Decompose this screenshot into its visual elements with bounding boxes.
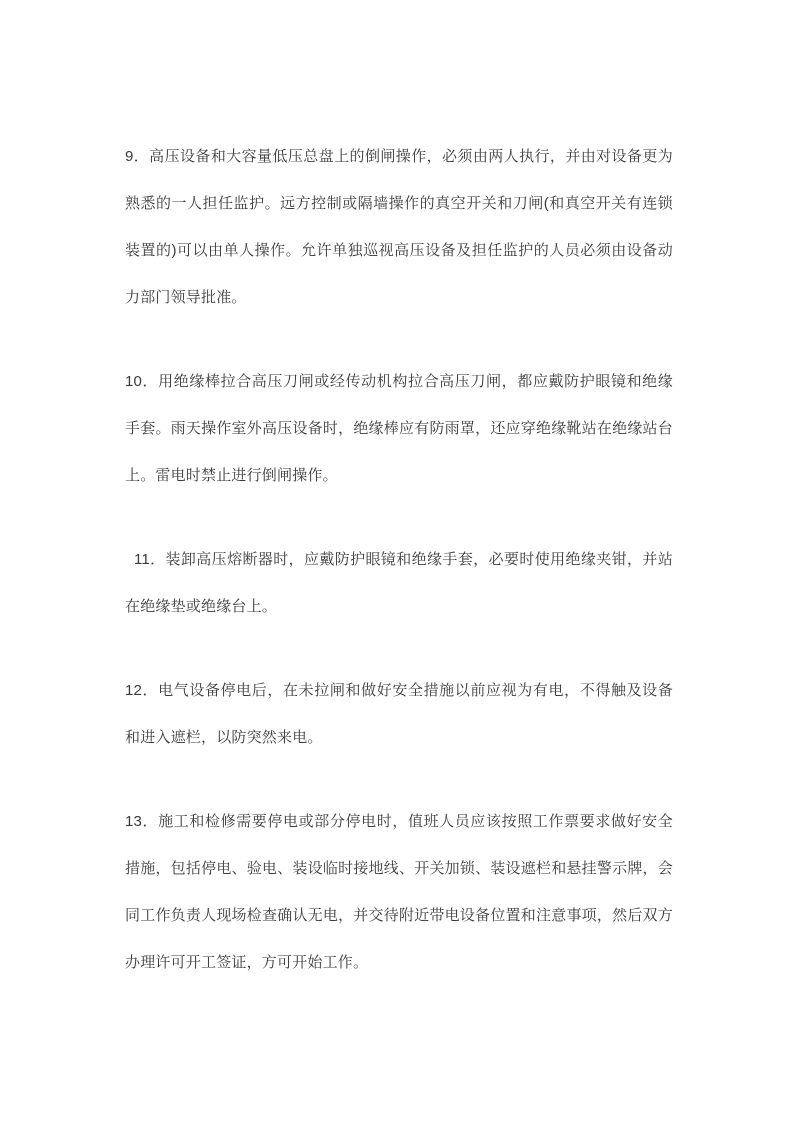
paragraph-item-12: 12．电气设备停电后，在未拉闸和做好安全措施以前应视为有电，不得触及设备和进入遮栏，以防突然来电。 xyxy=(125,682,673,746)
paragraph-item-13: 13．施工和检修需要停电或部分停电时，值班人员应该按照工作票要求做好安全措施，包括停电、验电、装设临时接地线、开关加锁、装设遮栏和悬挂警示牌，会同工作负责人现场检查确认无电，并交待附近带电设备位置和注意事项，然后双方办理许可开工签证，方可开始工作。 xyxy=(125,813,673,971)
paragraph-item-9: 9．高压设备和大容量低压总盘上的倒闸操作，必须由两人执行，并由对设备更为熟悉的一人担任监护。远方控制或隔墙操作的真空开关和刀闸(和真空开关有连锁装置的)可以由单人操作。允许单独巡视高压设备及担任监护的人员必须由设备动力部门领导批准。 xyxy=(125,148,673,306)
document-body xyxy=(125,133,673,1023)
paragraph-item-10: 10．用绝缘棒拉合高压刀闸或经传动机构拉合高压刀闸，都应戴防护眼镜和绝缘手套。雨天操作室外高压设备时，绝缘棒应有防雨罩，还应穿绝缘靴站在绝缘站台上。雷电时禁止进行倒闸操作。 xyxy=(125,373,673,484)
paragraph-item-11: 11．装卸高压熔断器时，应戴防护眼镜和绝缘手套，必要时使用绝缘夹钳，并站在绝缘垫或绝缘台上。 xyxy=(125,551,673,615)
